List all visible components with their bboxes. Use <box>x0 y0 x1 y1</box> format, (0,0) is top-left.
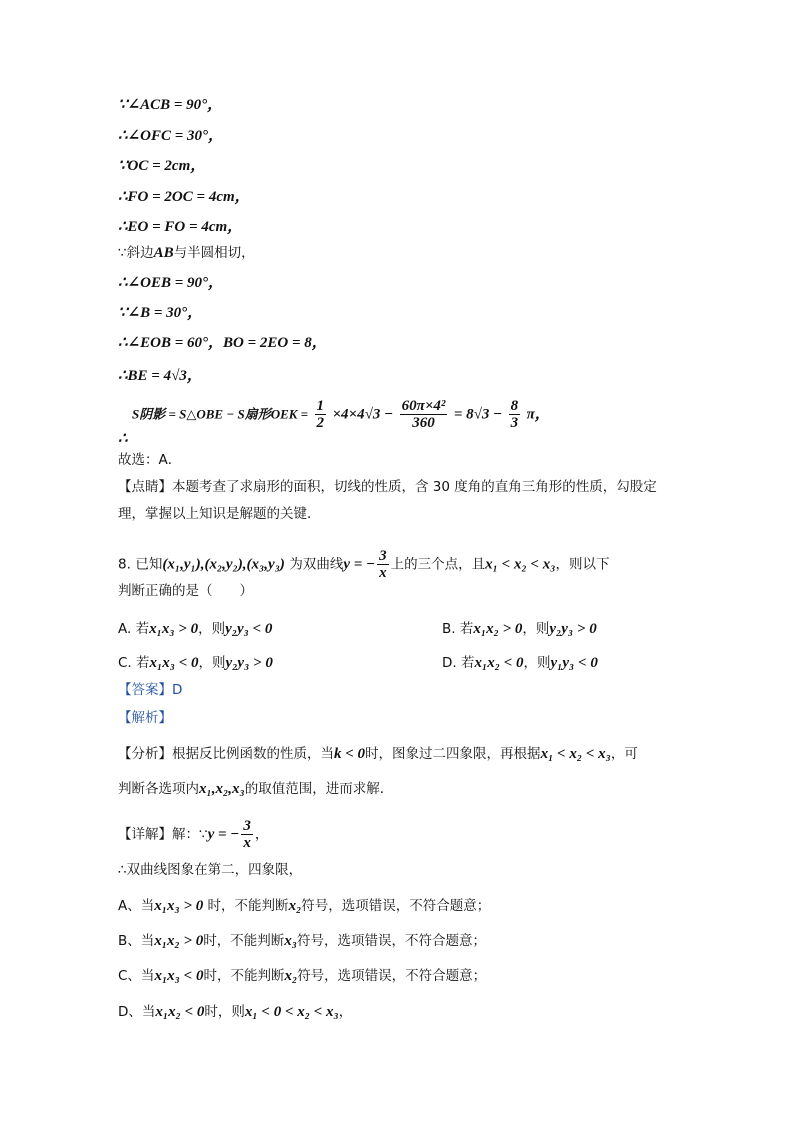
option-c <box>118 653 273 673</box>
option-d-label: D. 若 <box>442 655 475 671</box>
step-eo: ∴EO = FO = 4cm， <box>118 219 243 235</box>
detail-item-c-var: x₂ <box>284 968 298 984</box>
fraction-half <box>315 398 327 431</box>
step-angle-b: ∵∠B = 30°， <box>118 305 203 321</box>
detail-item-b-mid: 时，不能判断 <box>203 933 285 949</box>
detail-item-d <box>118 1002 352 1022</box>
question-text2: 为双曲线 <box>289 556 344 573</box>
option-b <box>442 619 597 639</box>
question-func-lhs: y = − <box>343 556 376 573</box>
fraction-eight-thirds-den: 3 <box>510 415 519 431</box>
analysis-k: k < 0 <box>334 746 366 762</box>
area-mid: ×4×4√3 − <box>332 406 394 423</box>
detail-item-c-mid: 时，不能判断 <box>203 968 285 984</box>
detail-item-a-var: x₂ <box>288 898 302 914</box>
detail-item-c-cond: x₁x₃ < 0 <box>154 968 204 984</box>
detail-item-d-cond: x₁x₂ < 0 <box>155 1004 205 1020</box>
option-b-res: y₂y₃ > 0 <box>549 621 597 637</box>
analysis-text1: 【分析】根据反比例函数的性质，当 <box>118 746 334 762</box>
therefore-symbol: ∴ <box>118 430 128 447</box>
option-b-then: ，则 <box>522 621 550 637</box>
fraction-half-den: 2 <box>316 415 325 431</box>
question-8-line2: 判断正确的是（ ） <box>118 583 253 599</box>
detail-item-a <box>118 896 490 916</box>
step-area-formula <box>118 398 550 447</box>
option-d-then: ，则 <box>523 655 551 671</box>
analysis-text2: 时，图象过二四象限，再根据 <box>365 746 541 762</box>
area-eq: = 8√3 − <box>453 406 503 423</box>
fraction-sector-num: 60π×4² <box>401 398 446 414</box>
detail-den: x <box>243 835 251 851</box>
step-angle-acb: ∵∠ACB = 90°， <box>118 97 223 113</box>
question-ineq: x₁ < x₂ < x₃ <box>485 556 556 573</box>
detail-item-d-pre: D、当 <box>118 1004 156 1020</box>
area-end: π， <box>526 406 550 423</box>
area-left: S阴影 = S△OBE − S扇形OEK = <box>132 406 309 422</box>
step-tangent-pre: ∵斜边 <box>118 245 154 261</box>
detail-text1: 【详解】解：∵ <box>118 826 208 843</box>
question-points: (x₁,y₁),(x₂,y₂),(x₃,y₃) <box>162 556 285 573</box>
detail-lhs: y = − <box>207 826 240 843</box>
detail-item-b-pre: B、当 <box>118 933 155 949</box>
fraction-sector <box>400 398 448 431</box>
option-d <box>442 653 598 673</box>
detail-item-c <box>118 966 486 986</box>
analysis-label: 【解析】 <box>118 710 172 726</box>
detail-item-c-pre: C、当 <box>118 968 155 984</box>
option-d-cond: x₁x₂ < 0 <box>474 655 524 671</box>
detail-item-a-cond: x₁x₃ > 0 <box>154 898 204 914</box>
step-angle-oeb: ∴∠OEB = 90°， <box>118 275 224 291</box>
detail-item-d-var: x₁ < 0 < x₂ < x₃ <box>244 1004 339 1020</box>
step-tangent <box>118 243 255 263</box>
analysis-text5: 的取值范围，进而求解． <box>244 781 394 797</box>
question-text4: ，则以下 <box>555 556 610 573</box>
step-eob <box>118 333 327 353</box>
question-8-line1 <box>118 548 609 581</box>
analysis-vars: x₁,x₂,x₃ <box>199 781 245 797</box>
option-b-label: B. 若 <box>442 621 474 637</box>
option-a-label: A. 若 <box>118 621 150 637</box>
fraction-sector-den: 360 <box>412 415 435 431</box>
step-eob-angle: ∴∠EOB = 60°， <box>118 335 224 351</box>
option-c-res: y₂y₃ > 0 <box>225 655 273 671</box>
step-oc: ∵OC = 2cm， <box>118 158 206 174</box>
answer-label: 【答案】D <box>118 682 183 698</box>
comment-line2: 理，掌握以上知识是解题的关键． <box>118 506 321 522</box>
step-tangent-var: AB <box>153 245 174 261</box>
detail-end: ， <box>254 826 269 843</box>
analysis-text3: ，可 <box>610 746 638 762</box>
question-func-num: 3 <box>379 548 387 564</box>
detail-item-d-mid: 时，则 <box>204 1004 245 1020</box>
option-a-cond: x₁x₃ > 0 <box>149 621 199 637</box>
analysis-text4: 判断各选项内 <box>118 781 199 797</box>
option-a-then: ，则 <box>198 621 226 637</box>
fraction-eight-thirds-num: 8 <box>510 398 519 414</box>
option-c-label: C. 若 <box>118 655 150 671</box>
detail-item-b <box>118 931 486 951</box>
step-eob-bo: BO = 2EO = 8， <box>223 335 327 351</box>
question-func-frac <box>377 548 389 581</box>
detail-line1 <box>118 818 268 851</box>
detail-item-a-pre: A、当 <box>118 898 155 914</box>
option-a <box>118 619 272 639</box>
detail-item-b-var: x₃ <box>284 933 298 949</box>
option-d-res: y₁y₃ < 0 <box>550 655 598 671</box>
option-b-cond: x₁x₂ > 0 <box>473 621 523 637</box>
fraction-eight-thirds <box>509 398 521 431</box>
option-c-then: ，则 <box>198 655 226 671</box>
analysis-line2 <box>118 779 393 799</box>
analysis-ineq: x₁ < x₂ < x₃ <box>540 746 611 762</box>
question-text3: 上的三个点，且 <box>390 556 486 573</box>
detail-item-b-cond: x₁x₂ > 0 <box>154 933 204 949</box>
choose-answer: 故选：A． <box>118 452 182 468</box>
detail-item-a-post: 符号，选项错误，不符合题意； <box>301 898 491 914</box>
step-fo: ∴FO = 2OC = 4cm， <box>118 189 250 205</box>
detail-line2: ∴双曲线图象在第二，四象限， <box>118 862 303 878</box>
fraction-half-num: 1 <box>316 398 325 414</box>
detail-num: 3 <box>243 818 251 834</box>
option-c-cond: x₁x₃ < 0 <box>149 655 199 671</box>
question-number: 8. <box>118 556 131 573</box>
detail-item-a-mid: 时，不能判断 <box>203 898 289 914</box>
detail-item-d-post: ， <box>338 1004 353 1020</box>
analysis-line1 <box>118 744 638 764</box>
comment-line1: 【点睛】本题考查了求扇形的面积，切线的性质，含 30 度角的直角三角形的性质，勾股定 <box>118 479 657 495</box>
detail-item-c-post: 符号，选项错误，不符合题意； <box>297 968 487 984</box>
step-be: ∴BE = 4√3， <box>118 368 202 384</box>
question-func-den: x <box>379 565 387 581</box>
question-text1: 已知 <box>135 556 163 573</box>
step-angle-ofc: ∴∠OFC = 30°， <box>118 128 224 144</box>
detail-item-b-post: 符号，选项错误，不符合题意； <box>297 933 487 949</box>
step-tangent-post: 与半圆相切， <box>173 245 255 261</box>
option-a-res: y₂y₃ < 0 <box>225 621 273 637</box>
detail-frac <box>241 818 253 851</box>
